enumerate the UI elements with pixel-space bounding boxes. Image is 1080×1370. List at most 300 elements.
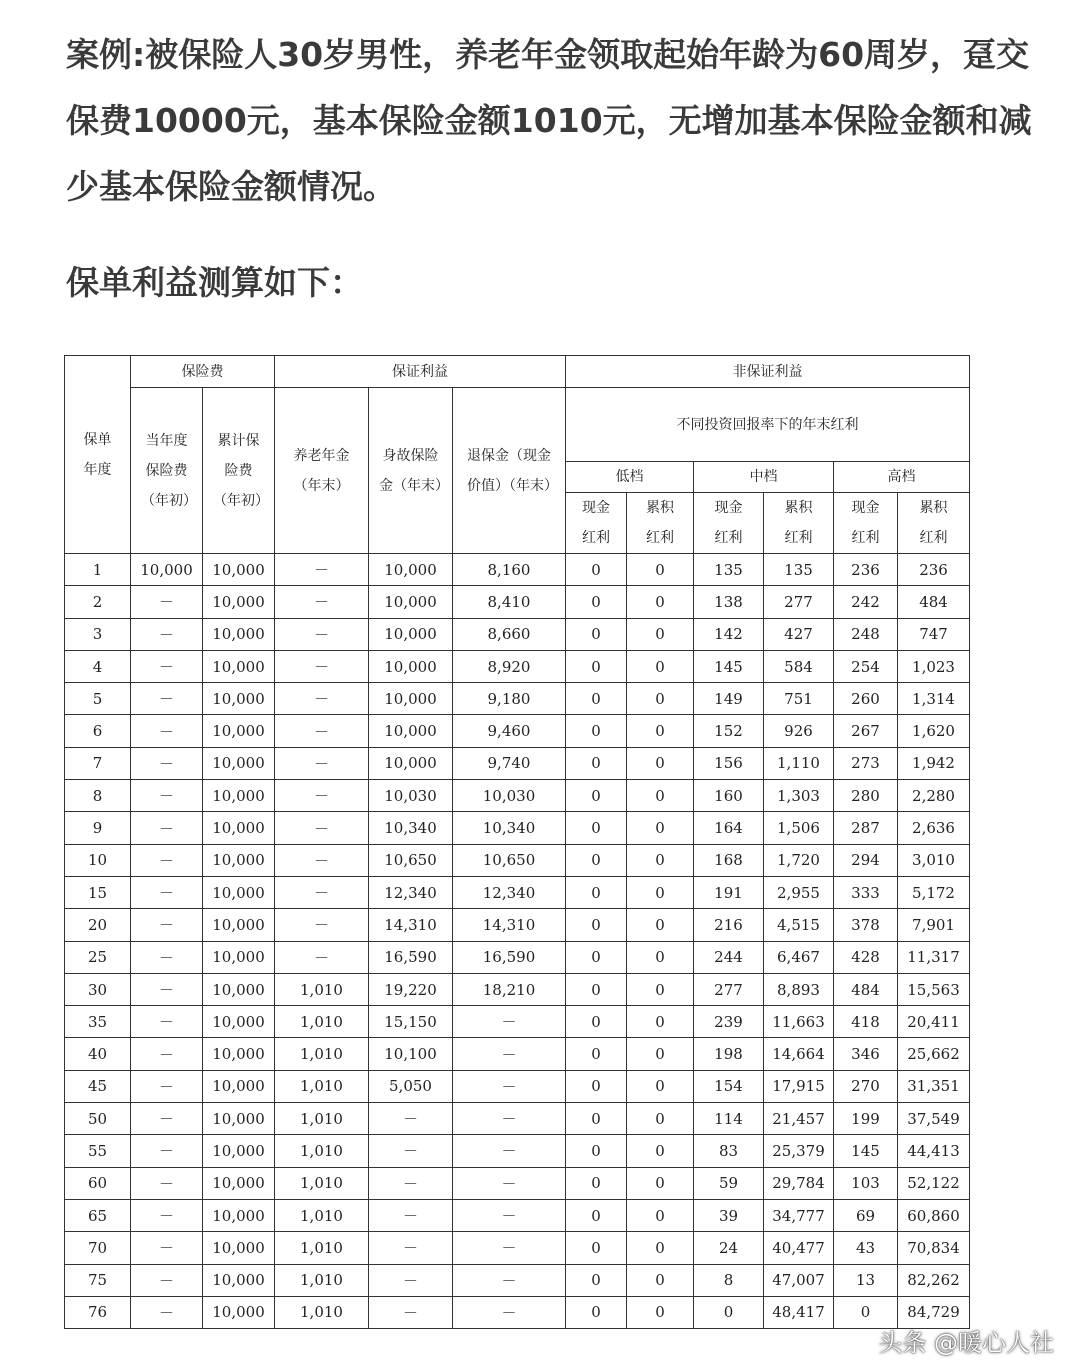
cell-death-benefit: 10,000 xyxy=(369,618,453,650)
cell-surrender-value: 10,340 xyxy=(453,812,566,844)
cell-cumulative-premium: 10,000 xyxy=(203,909,275,941)
cell-cumulative-premium: 10,000 xyxy=(203,941,275,973)
table-row xyxy=(65,812,970,844)
cell-mid-accumulated: 926 xyxy=(764,715,834,747)
cell-mid-accumulated: 17,915 xyxy=(764,1070,834,1102)
cell-low-cash: 0 xyxy=(566,780,627,812)
cell-mid-accumulated: 21,457 xyxy=(764,1103,834,1135)
cell-current-premium: － xyxy=(131,1070,203,1102)
cell-current-premium: － xyxy=(131,1232,203,1264)
cell-policy-year: 15 xyxy=(65,876,131,908)
cell-annuity: 1,010 xyxy=(275,1232,369,1264)
cell-cumulative-premium: 10,000 xyxy=(203,973,275,1005)
cell-high-cash: 287 xyxy=(834,812,898,844)
cell-mid-cash: 39 xyxy=(694,1199,764,1231)
cell-mid-accumulated: 1,110 xyxy=(764,747,834,779)
cell-high-accumulated: 25,662 xyxy=(898,1038,970,1070)
cell-surrender-value: 16,590 xyxy=(453,941,566,973)
cell-current-premium: － xyxy=(131,844,203,876)
cell-surrender-value: － xyxy=(453,1070,566,1102)
cell-low-accumulated: 0 xyxy=(627,1070,694,1102)
cell-cumulative-premium: 10,000 xyxy=(203,1167,275,1199)
cell-policy-year: 6 xyxy=(65,715,131,747)
cell-mid-cash: 138 xyxy=(694,586,764,618)
cell-high-accumulated: 37,549 xyxy=(898,1103,970,1135)
cell-low-accumulated: 0 xyxy=(627,1038,694,1070)
cell-low-accumulated: 0 xyxy=(627,973,694,1005)
cell-current-premium: － xyxy=(131,618,203,650)
cell-annuity: 1,010 xyxy=(275,1135,369,1167)
cell-surrender-value: 8,660 xyxy=(453,618,566,650)
cell-mid-cash: 152 xyxy=(694,715,764,747)
cell-policy-year: 40 xyxy=(65,1038,131,1070)
cell-high-accumulated: 1,314 xyxy=(898,683,970,715)
cell-mid-cash: 277 xyxy=(694,973,764,1005)
cell-high-accumulated: 44,413 xyxy=(898,1135,970,1167)
cell-low-cash: 0 xyxy=(566,1103,627,1135)
cell-current-premium: 10,000 xyxy=(131,554,203,586)
cell-low-accumulated: 0 xyxy=(627,1264,694,1296)
cell-high-accumulated: 84,729 xyxy=(898,1296,970,1328)
cell-high-cash: 69 xyxy=(834,1199,898,1231)
cell-high-cash: 273 xyxy=(834,747,898,779)
cell-surrender-value: 10,650 xyxy=(453,844,566,876)
cell-cumulative-premium: 10,000 xyxy=(203,1199,275,1231)
cell-high-cash: 333 xyxy=(834,876,898,908)
cell-high-accumulated: 747 xyxy=(898,618,970,650)
cell-high-cash: 103 xyxy=(834,1167,898,1199)
cell-high-cash: 43 xyxy=(834,1232,898,1264)
header-death-benefit: 身故保险金（年末） xyxy=(369,388,453,554)
cell-mid-cash: 142 xyxy=(694,618,764,650)
cell-cumulative-premium: 10,000 xyxy=(203,618,275,650)
cell-low-accumulated: 0 xyxy=(627,554,694,586)
cell-death-benefit: 10,000 xyxy=(369,650,453,682)
cell-low-cash: 0 xyxy=(566,844,627,876)
cell-low-accumulated: 0 xyxy=(627,1232,694,1264)
cell-mid-accumulated: 751 xyxy=(764,683,834,715)
cell-mid-accumulated: 29,784 xyxy=(764,1167,834,1199)
table-row xyxy=(65,1232,970,1264)
cell-mid-cash: 59 xyxy=(694,1167,764,1199)
cell-mid-cash: 244 xyxy=(694,941,764,973)
cell-high-cash: 13 xyxy=(834,1264,898,1296)
cell-current-premium: － xyxy=(131,812,203,844)
cell-current-premium: － xyxy=(131,1296,203,1328)
cell-annuity: 1,010 xyxy=(275,1199,369,1231)
cell-death-benefit: 10,000 xyxy=(369,554,453,586)
cell-death-benefit: － xyxy=(369,1264,453,1296)
cell-high-accumulated: 484 xyxy=(898,586,970,618)
cell-low-cash: 0 xyxy=(566,1135,627,1167)
cell-mid-accumulated: 47,007 xyxy=(764,1264,834,1296)
cell-mid-cash: 149 xyxy=(694,683,764,715)
cell-mid-cash: 0 xyxy=(694,1296,764,1328)
header-cumulative-premium: 累计保险费（年初） xyxy=(203,388,275,554)
cell-death-benefit: 10,340 xyxy=(369,812,453,844)
cell-annuity: － xyxy=(275,715,369,747)
cell-high-cash: 270 xyxy=(834,1070,898,1102)
cell-low-accumulated: 0 xyxy=(627,683,694,715)
cell-current-premium: － xyxy=(131,1006,203,1038)
cell-cumulative-premium: 10,000 xyxy=(203,1038,275,1070)
cell-cumulative-premium: 10,000 xyxy=(203,1296,275,1328)
table-row xyxy=(65,941,970,973)
cell-death-benefit: － xyxy=(369,1135,453,1167)
cell-low-cash: 0 xyxy=(566,812,627,844)
cell-low-cash: 0 xyxy=(566,973,627,1005)
cell-cumulative-premium: 10,000 xyxy=(203,683,275,715)
cell-cumulative-premium: 10,000 xyxy=(203,1232,275,1264)
cell-surrender-value: － xyxy=(453,1103,566,1135)
cell-low-cash: 0 xyxy=(566,683,627,715)
header-current-premium: 当年度保险费（年初） xyxy=(131,388,203,554)
cell-high-accumulated: 52,122 xyxy=(898,1167,970,1199)
cell-high-accumulated: 2,280 xyxy=(898,780,970,812)
cell-surrender-value: － xyxy=(453,1232,566,1264)
header-low-accumulated-dividend: 累积红利 xyxy=(627,493,694,554)
cell-death-benefit: 15,150 xyxy=(369,1006,453,1038)
cell-cumulative-premium: 10,000 xyxy=(203,747,275,779)
cell-mid-accumulated: 277 xyxy=(764,586,834,618)
cell-low-cash: 0 xyxy=(566,618,627,650)
cell-annuity: 1,010 xyxy=(275,1006,369,1038)
table-row xyxy=(65,844,970,876)
cell-mid-accumulated: 135 xyxy=(764,554,834,586)
cell-cumulative-premium: 10,000 xyxy=(203,1006,275,1038)
cell-annuity: － xyxy=(275,554,369,586)
cell-low-accumulated: 0 xyxy=(627,812,694,844)
cell-mid-accumulated: 8,893 xyxy=(764,973,834,1005)
cell-low-cash: 0 xyxy=(566,1199,627,1231)
cell-cumulative-premium: 10,000 xyxy=(203,650,275,682)
cell-low-cash: 0 xyxy=(566,876,627,908)
cell-mid-accumulated: 11,663 xyxy=(764,1006,834,1038)
cell-mid-accumulated: 25,379 xyxy=(764,1135,834,1167)
cell-mid-accumulated: 14,664 xyxy=(764,1038,834,1070)
cell-low-accumulated: 0 xyxy=(627,747,694,779)
cell-high-accumulated: 1,023 xyxy=(898,650,970,682)
cell-death-benefit: 16,590 xyxy=(369,941,453,973)
cell-high-cash: 254 xyxy=(834,650,898,682)
header-guaranteed-group: 保证利益 xyxy=(275,356,566,388)
cell-high-accumulated: 2,636 xyxy=(898,812,970,844)
cell-low-cash: 0 xyxy=(566,1264,627,1296)
cell-current-premium: － xyxy=(131,1199,203,1231)
table-row xyxy=(65,1070,970,1102)
cell-annuity: 1,010 xyxy=(275,1296,369,1328)
cell-surrender-value: － xyxy=(453,1264,566,1296)
cell-policy-year: 9 xyxy=(65,812,131,844)
cell-mid-cash: 239 xyxy=(694,1006,764,1038)
cell-annuity: 1,010 xyxy=(275,1264,369,1296)
cell-low-accumulated: 0 xyxy=(627,780,694,812)
cell-annuity: － xyxy=(275,650,369,682)
cell-cumulative-premium: 10,000 xyxy=(203,554,275,586)
cell-policy-year: 65 xyxy=(65,1199,131,1231)
cell-current-premium: － xyxy=(131,715,203,747)
cell-policy-year: 35 xyxy=(65,1006,131,1038)
table-row xyxy=(65,1103,970,1135)
cell-death-benefit: 10,030 xyxy=(369,780,453,812)
case-description: 案例:被保险人30岁男性，养老年金领取起始年龄为60周岁，趸交保费10000元，基本保险金额1010元，无增加基本保险金额和减少基本保险金额情况。 xyxy=(66,35,1032,206)
cell-surrender-value: 14,310 xyxy=(453,909,566,941)
cell-annuity: － xyxy=(275,876,369,908)
cell-policy-year: 20 xyxy=(65,909,131,941)
cell-death-benefit: 10,000 xyxy=(369,586,453,618)
cell-low-accumulated: 0 xyxy=(627,586,694,618)
cell-low-cash: 0 xyxy=(566,1167,627,1199)
cell-cumulative-premium: 10,000 xyxy=(203,715,275,747)
cell-high-accumulated: 7,901 xyxy=(898,909,970,941)
cell-death-benefit: 10,000 xyxy=(369,747,453,779)
cell-death-benefit: － xyxy=(369,1232,453,1264)
cell-surrender-value: － xyxy=(453,1167,566,1199)
cell-cumulative-premium: 10,000 xyxy=(203,1070,275,1102)
cell-surrender-value: － xyxy=(453,1296,566,1328)
cell-low-cash: 0 xyxy=(566,586,627,618)
cell-low-cash: 0 xyxy=(566,1070,627,1102)
cell-cumulative-premium: 10,000 xyxy=(203,844,275,876)
cell-mid-cash: 8 xyxy=(694,1264,764,1296)
cell-mid-cash: 145 xyxy=(694,650,764,682)
cell-mid-cash: 135 xyxy=(694,554,764,586)
cell-high-cash: 418 xyxy=(834,1006,898,1038)
cell-high-cash: 378 xyxy=(834,909,898,941)
cell-surrender-value: － xyxy=(453,1199,566,1231)
cell-annuity: 1,010 xyxy=(275,1070,369,1102)
cell-mid-cash: 198 xyxy=(694,1038,764,1070)
header-high-cash-dividend: 现金红利 xyxy=(834,493,898,554)
header-mid-accumulated-dividend: 累积红利 xyxy=(764,493,834,554)
cell-annuity: － xyxy=(275,586,369,618)
cell-mid-cash: 154 xyxy=(694,1070,764,1102)
cell-high-cash: 242 xyxy=(834,586,898,618)
watermark: 头条 @暖心人社 xyxy=(878,1329,1054,1357)
cell-low-accumulated: 0 xyxy=(627,1135,694,1167)
table-row xyxy=(65,1006,970,1038)
table-row xyxy=(65,909,970,941)
cell-current-premium: － xyxy=(131,780,203,812)
header-mid-cash-dividend: 现金红利 xyxy=(694,493,764,554)
section-subtitle: 保单利益测算如下： xyxy=(66,263,363,302)
cell-high-accumulated: 11,317 xyxy=(898,941,970,973)
header-low-cash-dividend: 现金红利 xyxy=(566,493,627,554)
cell-death-benefit: 10,100 xyxy=(369,1038,453,1070)
cell-policy-year: 70 xyxy=(65,1232,131,1264)
cell-mid-cash: 216 xyxy=(694,909,764,941)
cell-high-cash: 346 xyxy=(834,1038,898,1070)
table-row xyxy=(65,1167,970,1199)
cell-high-cash: 199 xyxy=(834,1103,898,1135)
cell-low-accumulated: 0 xyxy=(627,1296,694,1328)
cell-low-accumulated: 0 xyxy=(627,650,694,682)
cell-mid-accumulated: 34,777 xyxy=(764,1199,834,1231)
header-surrender-value: 退保金（现金价值）（年末） xyxy=(453,388,566,554)
table-row xyxy=(65,1199,970,1231)
cell-death-benefit: 19,220 xyxy=(369,973,453,1005)
cell-mid-accumulated: 584 xyxy=(764,650,834,682)
cell-current-premium: － xyxy=(131,1038,203,1070)
cell-mid-accumulated: 1,506 xyxy=(764,812,834,844)
cell-current-premium: － xyxy=(131,1135,203,1167)
cell-high-accumulated: 82,262 xyxy=(898,1264,970,1296)
cell-low-cash: 0 xyxy=(566,554,627,586)
cell-policy-year: 5 xyxy=(65,683,131,715)
cell-current-premium: － xyxy=(131,747,203,779)
cell-cumulative-premium: 10,000 xyxy=(203,1103,275,1135)
cell-policy-year: 75 xyxy=(65,1264,131,1296)
table-row xyxy=(65,683,970,715)
cell-current-premium: － xyxy=(131,1264,203,1296)
cell-current-premium: － xyxy=(131,909,203,941)
cell-mid-accumulated: 40,477 xyxy=(764,1232,834,1264)
cell-annuity: － xyxy=(275,747,369,779)
cell-mid-cash: 191 xyxy=(694,876,764,908)
cell-surrender-value: 9,460 xyxy=(453,715,566,747)
cell-cumulative-premium: 10,000 xyxy=(203,812,275,844)
cell-death-benefit: 5,050 xyxy=(369,1070,453,1102)
cell-death-benefit: 10,000 xyxy=(369,683,453,715)
cell-current-premium: － xyxy=(131,876,203,908)
cell-surrender-value: 8,410 xyxy=(453,586,566,618)
cell-surrender-value: 8,160 xyxy=(453,554,566,586)
cell-current-premium: － xyxy=(131,1167,203,1199)
cell-high-cash: 267 xyxy=(834,715,898,747)
cell-high-cash: 260 xyxy=(834,683,898,715)
table-row xyxy=(65,650,970,682)
cell-low-accumulated: 0 xyxy=(627,941,694,973)
cell-policy-year: 1 xyxy=(65,554,131,586)
cell-death-benefit: － xyxy=(369,1199,453,1231)
cell-low-cash: 0 xyxy=(566,941,627,973)
cell-high-cash: 294 xyxy=(834,844,898,876)
table-row xyxy=(65,1264,970,1296)
cell-mid-accumulated: 1,720 xyxy=(764,844,834,876)
policy-benefit-table xyxy=(64,355,970,1329)
cell-current-premium: － xyxy=(131,683,203,715)
cell-annuity: 1,010 xyxy=(275,1103,369,1135)
table-row xyxy=(65,876,970,908)
cell-high-accumulated: 70,834 xyxy=(898,1232,970,1264)
cell-annuity: － xyxy=(275,909,369,941)
cell-surrender-value: 9,740 xyxy=(453,747,566,779)
cell-annuity: － xyxy=(275,941,369,973)
cell-low-accumulated: 0 xyxy=(627,1103,694,1135)
cell-cumulative-premium: 10,000 xyxy=(203,586,275,618)
cell-annuity: － xyxy=(275,812,369,844)
cell-high-accumulated: 15,563 xyxy=(898,973,970,1005)
cell-low-accumulated: 0 xyxy=(627,909,694,941)
header-tier-high: 高档 xyxy=(834,462,970,493)
cell-surrender-value: 10,030 xyxy=(453,780,566,812)
cell-high-cash: 145 xyxy=(834,1135,898,1167)
cell-mid-accumulated: 4,515 xyxy=(764,909,834,941)
cell-low-accumulated: 0 xyxy=(627,844,694,876)
cell-low-accumulated: 0 xyxy=(627,1006,694,1038)
cell-high-cash: 428 xyxy=(834,941,898,973)
cell-low-cash: 0 xyxy=(566,715,627,747)
cell-high-accumulated: 1,942 xyxy=(898,747,970,779)
cell-current-premium: － xyxy=(131,650,203,682)
cell-policy-year: 45 xyxy=(65,1070,131,1102)
table-row xyxy=(65,780,970,812)
table-row xyxy=(65,715,970,747)
header-tier-mid: 中档 xyxy=(694,462,834,493)
cell-mid-cash: 160 xyxy=(694,780,764,812)
cell-mid-cash: 164 xyxy=(694,812,764,844)
cell-surrender-value: 12,340 xyxy=(453,876,566,908)
cell-annuity: － xyxy=(275,844,369,876)
cell-low-cash: 0 xyxy=(566,909,627,941)
cell-policy-year: 2 xyxy=(65,586,131,618)
cell-cumulative-premium: 10,000 xyxy=(203,780,275,812)
table-row xyxy=(65,586,970,618)
cell-cumulative-premium: 10,000 xyxy=(203,1135,275,1167)
cell-surrender-value: 8,920 xyxy=(453,650,566,682)
cell-low-cash: 0 xyxy=(566,1038,627,1070)
cell-policy-year: 3 xyxy=(65,618,131,650)
cell-high-cash: 484 xyxy=(834,973,898,1005)
cell-high-cash: 248 xyxy=(834,618,898,650)
cell-low-cash: 0 xyxy=(566,1296,627,1328)
cell-death-benefit: － xyxy=(369,1167,453,1199)
cell-policy-year: 7 xyxy=(65,747,131,779)
header-non-guaranteed-group: 非保证利益 xyxy=(566,356,970,388)
cell-low-cash: 0 xyxy=(566,1006,627,1038)
cell-death-benefit: 14,310 xyxy=(369,909,453,941)
cell-surrender-value: － xyxy=(453,1006,566,1038)
cell-high-accumulated: 5,172 xyxy=(898,876,970,908)
header-annuity: 养老年金（年末） xyxy=(275,388,369,554)
cell-policy-year: 55 xyxy=(65,1135,131,1167)
cell-surrender-value: 18,210 xyxy=(453,973,566,1005)
cell-policy-year: 8 xyxy=(65,780,131,812)
cell-high-accumulated: 3,010 xyxy=(898,844,970,876)
cell-annuity: － xyxy=(275,618,369,650)
cell-current-premium: － xyxy=(131,1103,203,1135)
cell-cumulative-premium: 10,000 xyxy=(203,1264,275,1296)
table-row xyxy=(65,1296,970,1328)
table-row xyxy=(65,747,970,779)
cell-mid-accumulated: 48,417 xyxy=(764,1296,834,1328)
table-row xyxy=(65,618,970,650)
cell-mid-accumulated: 2,955 xyxy=(764,876,834,908)
cell-low-accumulated: 0 xyxy=(627,1167,694,1199)
cell-low-cash: 0 xyxy=(566,1232,627,1264)
cell-mid-cash: 168 xyxy=(694,844,764,876)
cell-policy-year: 76 xyxy=(65,1296,131,1328)
cell-high-cash: 280 xyxy=(834,780,898,812)
header-dividend-caption: 不同投资回报率下的年末红利 xyxy=(566,388,970,462)
table-row xyxy=(65,973,970,1005)
cell-current-premium: － xyxy=(131,586,203,618)
header-tier-low: 低档 xyxy=(566,462,694,493)
cell-policy-year: 25 xyxy=(65,941,131,973)
cell-low-cash: 0 xyxy=(566,650,627,682)
cell-policy-year: 4 xyxy=(65,650,131,682)
table-row xyxy=(65,1135,970,1167)
cell-mid-accumulated: 1,303 xyxy=(764,780,834,812)
cell-death-benefit: － xyxy=(369,1103,453,1135)
cell-high-accumulated: 31,351 xyxy=(898,1070,970,1102)
cell-high-cash: 236 xyxy=(834,554,898,586)
cell-cumulative-premium: 10,000 xyxy=(203,876,275,908)
cell-annuity: － xyxy=(275,683,369,715)
cell-low-accumulated: 0 xyxy=(627,618,694,650)
cell-low-accumulated: 0 xyxy=(627,1199,694,1231)
cell-mid-cash: 156 xyxy=(694,747,764,779)
